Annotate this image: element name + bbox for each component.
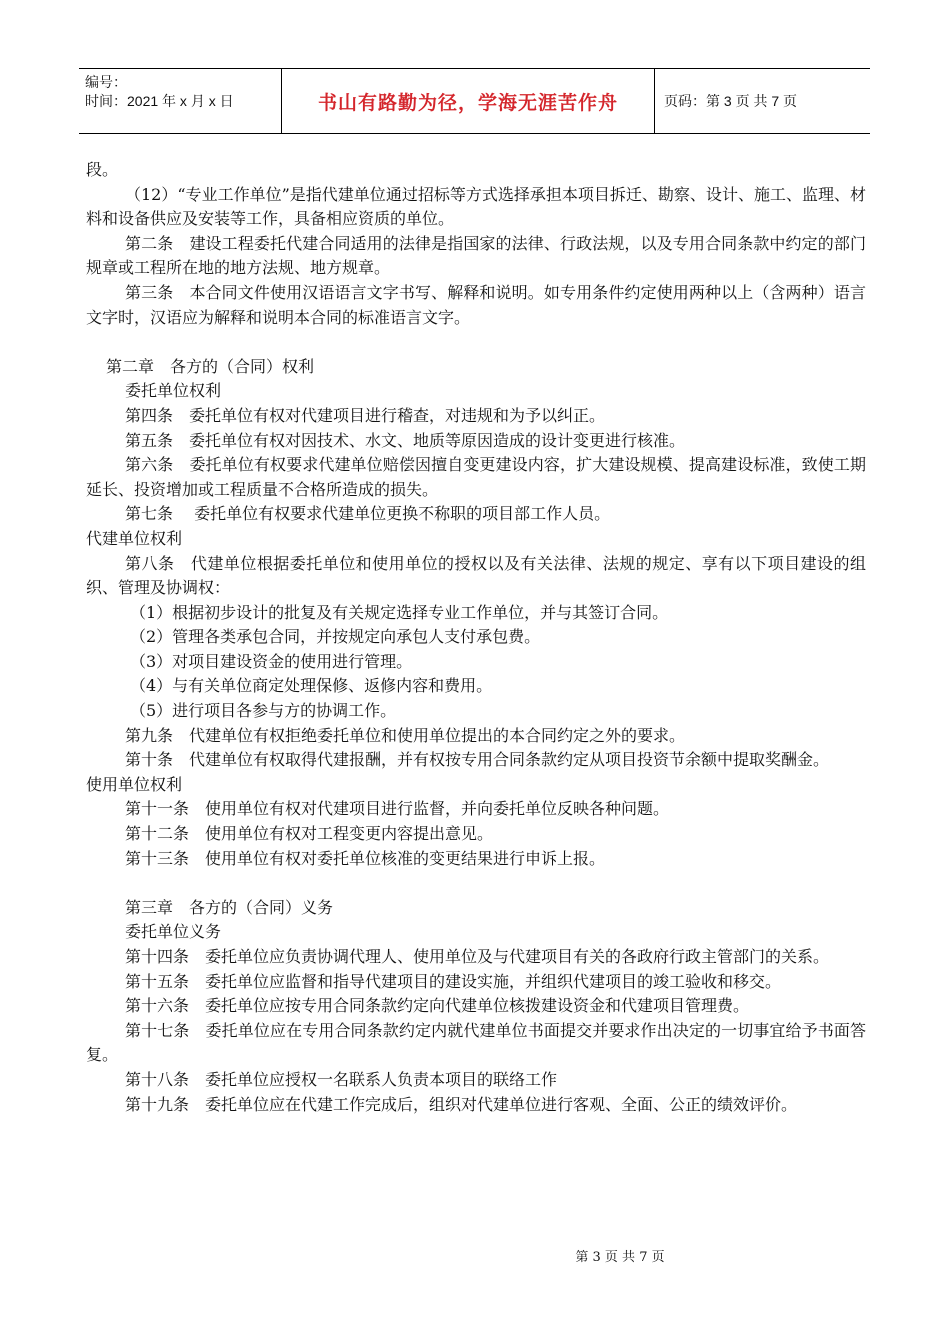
list-item: （5）进行项目各参与方的协调工作。 [130,701,397,721]
article-9: 第九条 代建单位有权拒绝委托单位和使用单位提出的本合同约定之外的要求。 [125,725,686,745]
section-heading: 委托单位权利 [125,381,222,401]
article-7: 第七条 委托单位有权要求代建单位更换不称职的项目部工作人员。 [125,504,611,524]
paragraph: （12）“专业工作单位”是指代建单位通过招标等方式选择承担本项目拆迁、勘察、设计、施工、监理、材料和设备供应及安装等工作，具备相应资质的单位。 [86,184,866,229]
article-18: 第十八条 委托单位应授权一名联系人负责本项目的联络工作 [125,1069,558,1089]
article-4: 第四条 委托单位有权对代建项目进行稽查，对违规和为予以纠正。 [125,405,606,425]
section-heading: 委托单位义务 [125,922,222,942]
article-16: 第十六条 委托单位应按专用合同条款约定向代建单位核拨建设资金和代建项目管理费。 [125,996,750,1016]
header-meta [79,69,282,133]
chapter-2-heading: 第二章 各方的（合同）权利 [106,356,315,376]
article-10: 第十条 代建单位有权取得代建报酬，并有权按专用合同条款约定从项目投资节余额中提取奖酬金。 [125,750,830,770]
page-footer [0,1246,950,1265]
article-2: 第二条 建设工程委托代建合同适用的法律是指国家的法律、行政法规，以及专用合同条款中约定的部门规章或工程所在地的地方法规、地方规章。 [86,233,866,278]
article-13: 第十三条 使用单位有权对委托单位核准的变更结果进行申诉上报。 [125,848,606,868]
document-time-label: 时间：2021 年 x 月 x 日 [85,93,234,109]
paragraph: 段。 [86,160,119,179]
article-12: 第十二条 使用单位有权对工程变更内容提出意见。 [125,824,494,844]
page-header [79,68,870,134]
article-11: 第十一条 使用单位有权对代建项目进行监督，并向委托单位反映各种问题。 [125,799,670,819]
document-body [86,158,866,1117]
article-17: 第十七条 委托单位应在专用合同条款约定内就代建单位书面提交并要求作出决定的一切事宜给予书面答复。 [86,1020,866,1065]
article-19: 第十九条 委托单位应在代建工作完成后，组织对代建单位进行客观、全面、公正的绩效评价。 [125,1094,798,1114]
article-14: 第十四条 委托单位应负责协调代理人、使用单位及与代建项目有关的各政府行政主管部门的关系。 [125,947,830,966]
section-heading: 使用单位权利 [86,774,183,794]
list-item: （4）与有关单位商定处理保修、返修内容和费用。 [130,676,493,696]
article-15: 第十五条 委托单位应监督和指导代建项目的建设实施，并组织代建项目的竣工验收和移交。 [125,971,782,991]
chapter-3-heading: 第三章 各方的（合同）义务 [125,897,334,917]
list-item: （2）管理各类承包合同，并按规定向承包人支付承包费。 [130,627,541,647]
article-8: 第八条 代建单位根据委托单位和使用单位的授权以及有关法律、法规的规定、享有以下项目建设的组织、管理及协调权： [86,553,866,598]
article-3: 第三条 本合同文件使用汉语语言文字书写、解释和说明。如专用条件约定使用两种以上（含两种）语言文字时，汉语应为解释和说明本合同的标准语言文字。 [86,282,866,327]
article-5: 第五条 委托单位有权对因技术、水文、地质等原因造成的设计变更进行核准。 [125,430,686,450]
list-item: （3）对项目建设资金的使用进行管理。 [130,651,413,671]
header-motto: 书山有路勤为径，学海无涯苦作舟 [282,69,655,133]
section-heading: 代建单位权利 [86,528,183,548]
header-page-number: 页码：第 3 页 共 7 页 [664,93,798,109]
document-number-label: 编号： [85,74,127,90]
footer-page-number: 第 3 页 共 7 页 [575,1250,665,1265]
article-6: 第六条 委托单位有权要求代建单位赔偿因擅自变更建设内容，扩大建设规模、提高建设标准，致使工期延长、投资增加或工程质量不合格所造成的损失。 [86,455,866,499]
list-item: （1）根据初步设计的批复及有关规定选择专业工作单位，并与其签订合同。 [130,602,669,622]
